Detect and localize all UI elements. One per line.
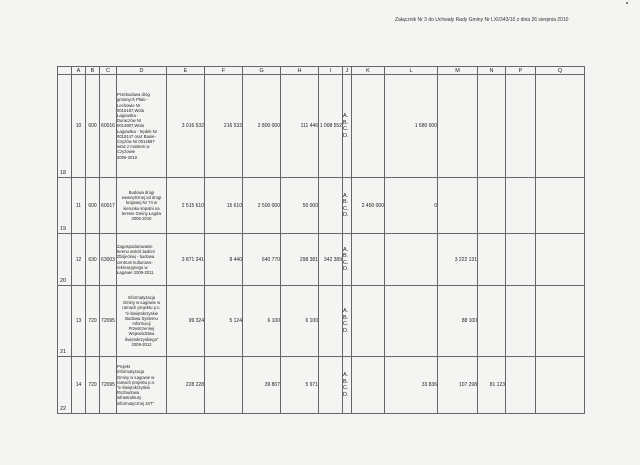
- abcd-label: C.: [343, 385, 349, 391]
- column-header: M: [438, 67, 478, 75]
- row-number-cell: [58, 286, 72, 357]
- col-e-cell: 2 515 610: [167, 178, 205, 234]
- description-line: Łagowie 2009-2011: [117, 269, 154, 275]
- col-j-cell: [343, 178, 352, 234]
- description-line: Świętokrzyskiego": [124, 336, 159, 342]
- abcd-label: B.: [343, 119, 349, 126]
- col-m-cell: [438, 178, 478, 234]
- column-header: L: [385, 67, 438, 75]
- description-line: wewnętrznej od drogi: [121, 195, 162, 201]
- description-line: Informatyzacja: [127, 294, 156, 300]
- col-e-cell: 228 228: [167, 357, 205, 414]
- description-cell: [117, 234, 167, 286]
- col-c-cell: 60016: [100, 75, 117, 178]
- column-header: G: [243, 67, 281, 75]
- col-l-cell: 0: [385, 178, 438, 234]
- col-m-cell: [438, 75, 478, 178]
- col-i-cell: 342 389: [319, 234, 343, 286]
- description-line: Lechowie Nr: [117, 102, 141, 108]
- table-row: [58, 286, 585, 357]
- description-line: Budowa drogi: [128, 189, 155, 195]
- description-line: "e-Świętokrzyskie: [117, 385, 150, 390]
- col-k-cell: [352, 286, 385, 357]
- col-j-cell: [343, 286, 352, 357]
- col-g-cell: 6 100: [243, 286, 281, 357]
- row-number: 20: [60, 278, 67, 284]
- col-f-cell: 8 440: [205, 234, 243, 286]
- col-n-cell: [478, 75, 506, 178]
- investment-table: [57, 66, 585, 414]
- col-h-cell: 50 000: [281, 178, 319, 234]
- col-l-cell: [385, 234, 438, 286]
- col-c-cell: 72095: [100, 286, 117, 357]
- col-l-cell: 33 836: [385, 357, 438, 414]
- abcd-label: C.: [343, 205, 349, 212]
- abcd-label: C.: [343, 259, 349, 266]
- column-header: N: [478, 67, 506, 75]
- description-cell: [117, 75, 167, 178]
- column-header: J: [343, 67, 352, 75]
- col-c-cell: 60017: [100, 178, 117, 234]
- col-a-cell: 11: [72, 178, 86, 234]
- row-number: 19: [60, 226, 67, 232]
- col-k-cell: [352, 234, 385, 286]
- abcd-label: C.: [343, 126, 349, 132]
- column-header: F: [205, 67, 243, 75]
- description-line: rekreacyjnego w: [117, 264, 148, 270]
- col-m-cell: 107 298: [438, 357, 478, 414]
- col-i-cell: 1 008 552: [319, 75, 343, 178]
- col-g-cell: 39 807: [243, 357, 281, 414]
- col-q-cell: [536, 286, 585, 357]
- col-p-cell: [506, 75, 536, 178]
- col-j-cell: [343, 234, 352, 286]
- abcd-label: A.: [343, 308, 349, 314]
- abcd-label: D.: [343, 132, 349, 139]
- col-j-cell: [343, 357, 352, 414]
- col-i-cell: [319, 286, 343, 357]
- abcd-label: B.: [343, 314, 349, 321]
- description-line: 2006-2010: [117, 154, 138, 160]
- col-n-cell: [478, 178, 506, 234]
- description-line: 0015147 oraz Banie-: [117, 133, 156, 139]
- description-line: Informatyzacja: [117, 369, 145, 375]
- description-line: Projekt: [117, 364, 131, 370]
- description-line: Informacji: [132, 321, 151, 326]
- col-i-cell: [319, 357, 343, 414]
- description-line: kierunku kopalni na: [123, 205, 160, 211]
- description-line: Zbójeckiej - budowa: [117, 254, 155, 260]
- col-q-cell: [536, 178, 585, 234]
- row-number-cell: [58, 75, 72, 178]
- description-line: Duraczów Nr: [117, 118, 142, 124]
- row-number: 18: [60, 170, 67, 176]
- col-c-cell: 63003: [100, 234, 117, 286]
- column-header: A: [72, 67, 86, 75]
- col-p-cell: [506, 178, 536, 234]
- description-line: Łagowska -: [117, 112, 139, 118]
- abcd-label: A.: [343, 246, 349, 253]
- col-g-cell: 2 800 000: [243, 75, 281, 178]
- row-number-cell: [58, 234, 72, 286]
- column-header: E: [167, 67, 205, 75]
- column-header: C: [100, 67, 117, 75]
- col-h-cell: 298 381: [281, 234, 319, 286]
- description-line: Przebudowa dróg: [117, 92, 150, 98]
- description-line: Zagospodarowanie: [117, 243, 153, 249]
- column-header: [58, 67, 72, 75]
- abcd-label: D.: [343, 327, 349, 334]
- description-line: 0014907,Wola: [117, 123, 144, 129]
- description-line: 2009-2012: [131, 341, 152, 347]
- col-a-cell: 13: [72, 286, 86, 357]
- abcd-label: C.: [343, 321, 349, 327]
- col-e-cell: 99 324: [167, 286, 205, 357]
- column-header: D: [117, 67, 167, 75]
- col-e-cell: 3 871 341: [167, 234, 205, 286]
- col-p-cell: [506, 234, 536, 286]
- description-line: infrastruktury: [117, 395, 142, 401]
- description-line: 0015187,Wola: [117, 107, 144, 113]
- col-q-cell: [536, 357, 585, 414]
- description-line: terenie Gminy Łagów: [121, 210, 162, 216]
- col-b-cell: 720: [86, 357, 100, 414]
- col-f-cell: 15 610: [205, 178, 243, 234]
- description-line: Czyżów Nr 0014697: [117, 139, 155, 144]
- row-number-cell: [58, 357, 72, 414]
- column-header: H: [281, 67, 319, 75]
- row-number: 21: [60, 349, 67, 355]
- col-p-cell: [506, 286, 536, 357]
- col-m-cell: 88 100: [438, 286, 478, 357]
- table-row: [58, 75, 585, 178]
- table-row: [58, 234, 585, 286]
- description-line: Rozbudowa: [117, 390, 140, 396]
- speck: [626, 2, 628, 4]
- attachment-header: Załącznik Nr 3 do Uchwały Rady Gminy Nr LXI/343/10 z dnia 26 sierpnia 2010: [395, 17, 569, 23]
- abcd-label: B.: [343, 199, 349, 205]
- col-g-cell: 2 500 000: [243, 178, 281, 234]
- col-a-cell: 10: [72, 75, 86, 178]
- description-cell: [117, 286, 167, 357]
- abcd-label: A.: [343, 372, 349, 378]
- column-header: P: [506, 67, 536, 75]
- col-i-cell: [319, 178, 343, 234]
- col-f-cell: [205, 357, 243, 414]
- abcd-label: A.: [343, 192, 349, 199]
- col-n-cell: 81 123: [478, 357, 506, 414]
- row-number: 22: [60, 406, 67, 412]
- col-g-cell: 640 770: [243, 234, 281, 286]
- col-k-cell: [352, 357, 385, 414]
- description-line: ramach projektu p.n.: [122, 305, 161, 311]
- description-line: centrum kulturowo-: [117, 259, 153, 265]
- abcd-label: D.: [343, 212, 349, 218]
- col-p-cell: [506, 357, 536, 414]
- table-row: [58, 178, 585, 234]
- col-e-cell: 3 016 532: [167, 75, 205, 178]
- abcd-label: D.: [343, 391, 349, 398]
- description-line: Przestrzennej: [128, 326, 155, 332]
- description-line: gminnych Płuło -: [117, 97, 148, 103]
- abcd-label: A.: [343, 113, 349, 119]
- description-line: terenu wokół Jaskini: [117, 249, 155, 255]
- column-header: Q: [536, 67, 585, 75]
- description-cell: [117, 178, 167, 234]
- col-l-cell: [385, 286, 438, 357]
- col-h-cell: 6 100: [281, 286, 319, 357]
- description-line: Województwa: [128, 331, 155, 337]
- col-b-cell: 600: [86, 75, 100, 178]
- description-line: Budowa Systemu: [125, 315, 158, 321]
- col-m-cell: 3 222 131: [438, 234, 478, 286]
- description-line: informatycznej JST": [117, 400, 155, 406]
- description-line: Łagowska - Sędek Nr: [117, 128, 158, 134]
- description-line: Gminy w Łagowie w: [117, 374, 155, 380]
- table-row: [58, 357, 585, 414]
- col-q-cell: [536, 75, 585, 178]
- table-body: [58, 75, 585, 414]
- col-h-cell: 5 971: [281, 357, 319, 414]
- description-line: wraz z mostem w: [117, 144, 150, 150]
- col-n-cell: [478, 234, 506, 286]
- col-a-cell: 14: [72, 357, 86, 414]
- description-line: Gminy w Łagowie w: [122, 300, 161, 306]
- col-n-cell: [478, 286, 506, 357]
- col-b-cell: 630: [86, 234, 100, 286]
- abcd-label: B.: [343, 253, 349, 259]
- description-line: Czyżowie: [117, 149, 135, 155]
- column-header: B: [86, 67, 100, 75]
- row-number-cell: [58, 178, 72, 234]
- column-header: I: [319, 67, 343, 75]
- col-l-cell: 1 680 000: [385, 75, 438, 178]
- col-k-cell: [352, 75, 385, 178]
- col-b-cell: 600: [86, 178, 100, 234]
- col-b-cell: 720: [86, 286, 100, 357]
- col-f-cell: 216 532: [205, 75, 243, 178]
- column-header: K: [352, 67, 385, 75]
- col-f-cell: 5 124: [205, 286, 243, 357]
- col-h-cell: 111 446: [281, 75, 319, 178]
- abcd-label: B.: [343, 378, 349, 385]
- col-j-cell: [343, 75, 352, 178]
- description-line: ramach projektu p.n.: [117, 379, 156, 385]
- description-line: 2006-2010: [131, 215, 152, 221]
- col-q-cell: [536, 234, 585, 286]
- col-a-cell: 12: [72, 234, 86, 286]
- description-line: "e-Świętokrzyskie: [125, 310, 158, 316]
- col-c-cell: 72095: [100, 357, 117, 414]
- col-k-cell: 2 450 000: [352, 178, 385, 234]
- description-line: krajowej Nr 74 w: [126, 200, 157, 206]
- abcd-label: D.: [343, 266, 349, 272]
- description-cell: [117, 357, 167, 414]
- column-header-row: [58, 67, 585, 75]
